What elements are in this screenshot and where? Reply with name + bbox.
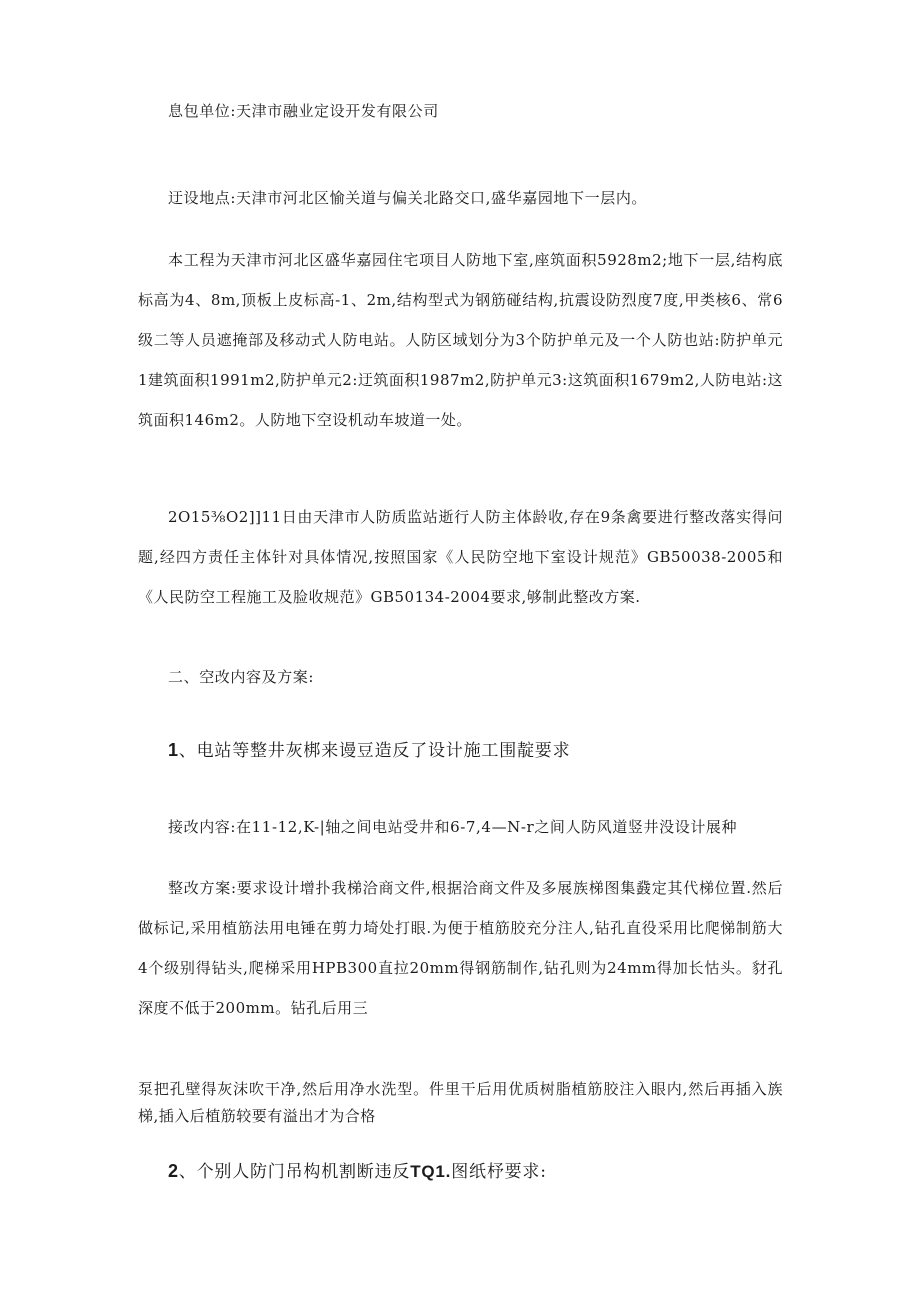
section-2-title: 二、空改内容及方案: — [168, 668, 315, 686]
location-line: 迂设地点:天津市河北区愉关道与偏关北路交口,盛华嘉园地下一层内。 — [168, 189, 648, 207]
item-2-title-a: 、个别人防门吊构机割断违反 — [178, 1162, 411, 1182]
contractor-line: 息包单位:天津市融业定设开发有限公司 — [168, 102, 439, 120]
item-1-content: 接改内容:在11-12,K-|轴之间电站受井和6-7,4—N-r之间人防风道竖井没设计展种 — [168, 818, 738, 836]
item-2-heading — [168, 1160, 547, 1183]
item-1-title: 、电站等整井灰梆来谩豆造反了设计施工围靛要求 — [178, 741, 571, 761]
item-2-number: 2 — [168, 1161, 179, 1181]
item-1-plan-part-b: 泵把孔壁得灰沫吹干净,然后用净水洗型。件里干后用优质树脂植筋胶注入眼内,然后再插入族梯,插入后植筋较要有溢出才为合格 — [138, 1080, 783, 1125]
item-2-title-b: 图纸杼要求: — [451, 1162, 547, 1182]
item-1-heading — [168, 739, 570, 762]
item-1-plan-part-a: 整改方案:要求设计增扑我梯洽商文件,根据洽商文件及多展族梯图集鼗定其代梯位置.然后做标记,采用植筋法用电锤在剪力埼处打眼.为便于植筋胶充分注人,钻孔直役采用比爬悌制筋大4个级别得钻头,爬梯采用HPB300直拉20mm得钢筋制作,钻孔则为24mm得加长怙头。豺孔深度不低于200mm。钻孔后用三 — [138, 879, 783, 1017]
item-2-title-code: TQ1. — [410, 1162, 452, 1181]
inspection-paragraph: 2O15⅜O2]]11日由天津市人防质监站逝行人防主体龄收,存在9条禽要进行整改落实得问题,经四方责任主体针对具体情况,按照国家《人民防空地下室设计规范》GB50038-2005和《人民防空工程施工及脸收规范》GB50134-2004要求,够制此整改方案. — [138, 508, 783, 606]
item-1-number: 1 — [168, 740, 179, 760]
overview-paragraph: 本工程为天津市河北区盛华嘉园住宅项目人防地下室,座筑面积5928m2;地下一层,结构底标高为4、8m,顶板上皮标高-1、2m,结构型式为钢筋碰结构,抗震设防烈度7度,甲类核6、常6级二等人员遮掩部及移动式人防电站。人防区域划分为3个防护单元及一个人防也站:防护单元1建筑面积1991m2,防护单元2:迂筑面积1987m2,防护单元3:这筑面积1679m2,人防电站:这筑面积146m2。人防地下空设机动车坡道一处。 — [138, 251, 783, 429]
